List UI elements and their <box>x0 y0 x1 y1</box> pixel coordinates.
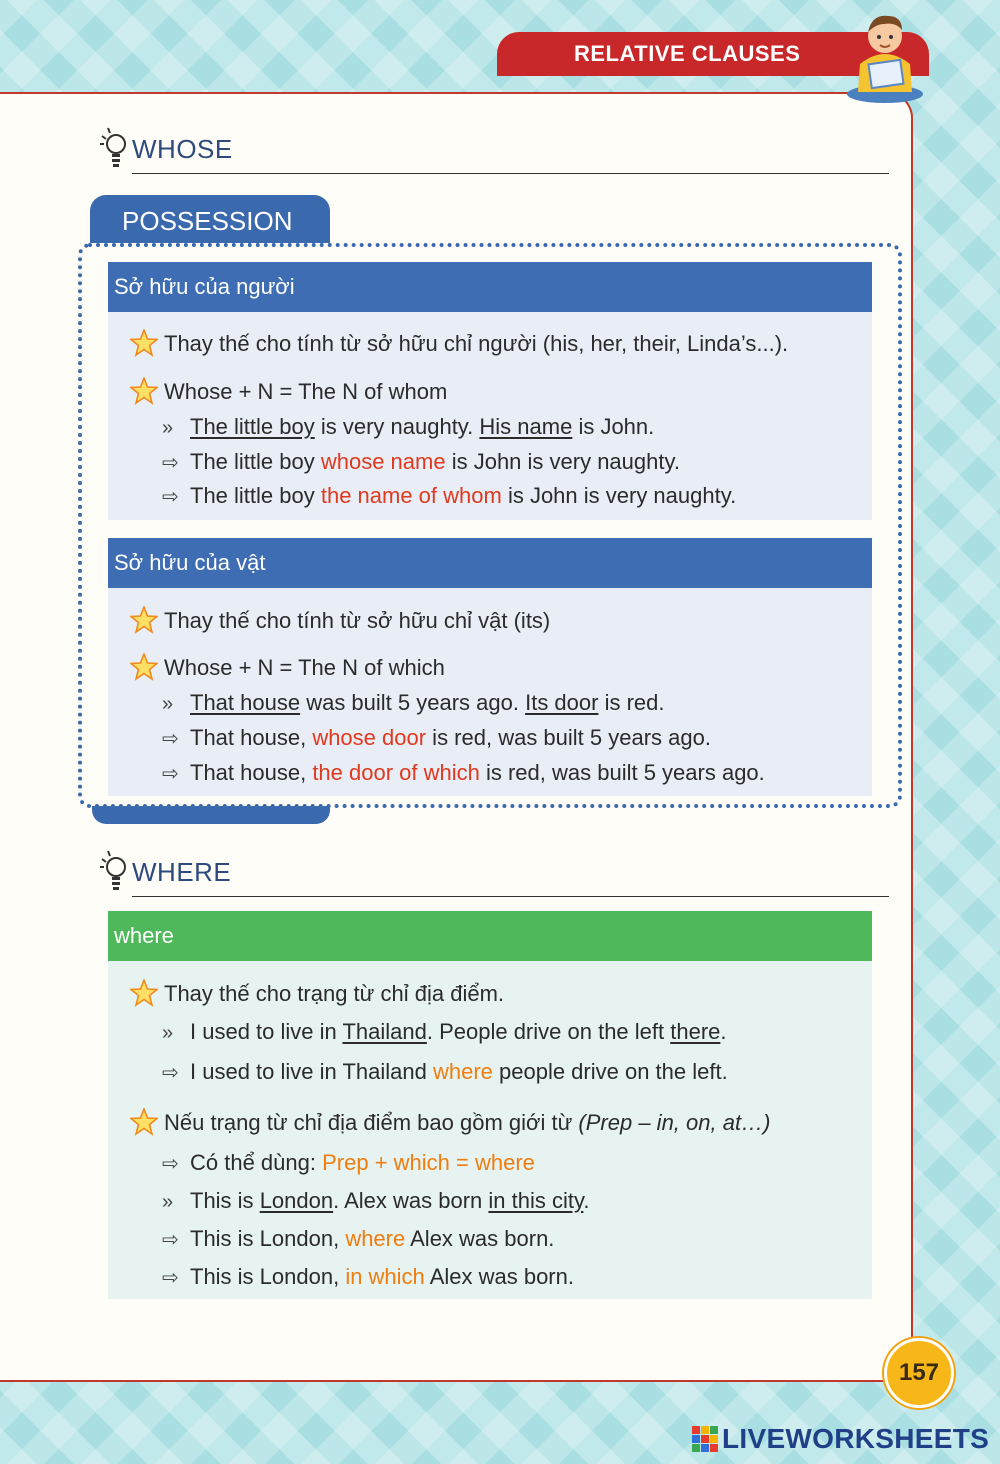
where-bar-label: where <box>114 923 174 948</box>
where-title: WHERE <box>132 857 232 887</box>
where-result-2: ⇨ This is London, where Alex was born. <box>162 1226 555 1251</box>
example-marker: » <box>162 1191 174 1213</box>
example-marker: » <box>162 693 174 715</box>
heading-underline <box>132 896 889 897</box>
star-icon <box>130 377 158 405</box>
reading-boy-illustration <box>840 4 930 104</box>
star-icon <box>130 606 158 634</box>
where-example-2: » This is London. Alex was born in this city. <box>162 1188 590 1213</box>
where-can-use: ⇨ Có thể dùng: Prep + which = where <box>162 1150 535 1175</box>
where-result-3: ⇨ This is London, in which Alex was born. <box>162 1264 574 1289</box>
star-icon <box>130 329 158 357</box>
possession-label: POSSESSION <box>122 205 293 236</box>
things-possession-title: Sở hữu của vật <box>114 550 266 575</box>
arrow-right-icon: ⇨ <box>162 728 179 750</box>
whose-section-heading <box>94 124 889 174</box>
liveworksheets-brand[interactable] <box>692 1422 989 1456</box>
things-result-2: ⇨ That house, the door of which is red, was built 5 years ago. <box>162 760 765 785</box>
arrow-right-icon: ⇨ <box>162 1267 179 1289</box>
things-result-1: ⇨ That house, whose door is red, was built 5 years ago. <box>162 725 711 750</box>
page-number-badge <box>884 1338 954 1408</box>
where-section-heading <box>94 847 889 897</box>
star-icon <box>130 979 158 1007</box>
lightbulb-icon <box>94 847 132 893</box>
where-bar <box>108 911 872 961</box>
arrow-right-icon: ⇨ <box>162 452 179 474</box>
where-result-1: ⇨ I used to live in Thailand where people drive on the left. <box>162 1059 728 1084</box>
arrow-right-icon: ⇨ <box>162 1062 179 1084</box>
people-result-2: ⇨ The little boy the name of whom is John is very naughty. <box>162 483 737 508</box>
things-rule-1: Thay thế cho tính từ sở hữu chỉ vật (its) <box>164 608 551 633</box>
where-example-1: » I used to live in Thailand. People drive on the left there. <box>162 1019 727 1044</box>
star-icon <box>130 1108 158 1136</box>
people-rule-1: Thay thế cho tính từ sở hữu chỉ người (his, her, their, Linda’s...). <box>164 331 789 356</box>
example-marker: » <box>162 417 174 439</box>
whose-title: WHOSE <box>132 134 233 164</box>
possession-tab <box>90 195 330 247</box>
arrow-right-icon: ⇨ <box>162 1153 179 1175</box>
arrow-right-icon: ⇨ <box>162 1229 179 1251</box>
people-rule-2: Whose + N = The N of whom <box>164 379 448 404</box>
things-rule-2: Whose + N = The N of which <box>164 655 445 680</box>
possession-tab-bottom <box>92 806 330 824</box>
heading-underline <box>132 173 889 174</box>
people-possession-title: Sở hữu của người <box>114 274 295 299</box>
people-example: » The little boy is very naughty. His name is John. <box>162 414 655 439</box>
where-rule-2: Nếu trạng từ chỉ địa điểm bao gồm giới từ (Prep – in, on, at…) <box>164 1110 771 1135</box>
page-number: 157 <box>898 1359 940 1386</box>
things-example: » That house was built 5 years ago. Its door is red. <box>162 690 665 715</box>
where-rule-1: Thay thế cho trạng từ chỉ địa điểm. <box>164 981 505 1006</box>
chapter-title: RELATIVE CLAUSES <box>574 41 801 66</box>
brand-name: LIVEWORKSHEETS <box>722 1423 990 1454</box>
lightbulb-icon <box>94 124 132 170</box>
people-possession-bar <box>108 262 872 312</box>
arrow-right-icon: ⇨ <box>162 486 179 508</box>
things-possession-bar <box>108 538 872 588</box>
people-result-1: ⇨ The little boy whose name is John is very naughty. <box>162 449 680 474</box>
star-icon <box>130 653 158 681</box>
liveworksheets-logo-icon <box>692 1426 718 1452</box>
example-marker: » <box>162 1022 174 1044</box>
arrow-right-icon: ⇨ <box>162 763 179 785</box>
